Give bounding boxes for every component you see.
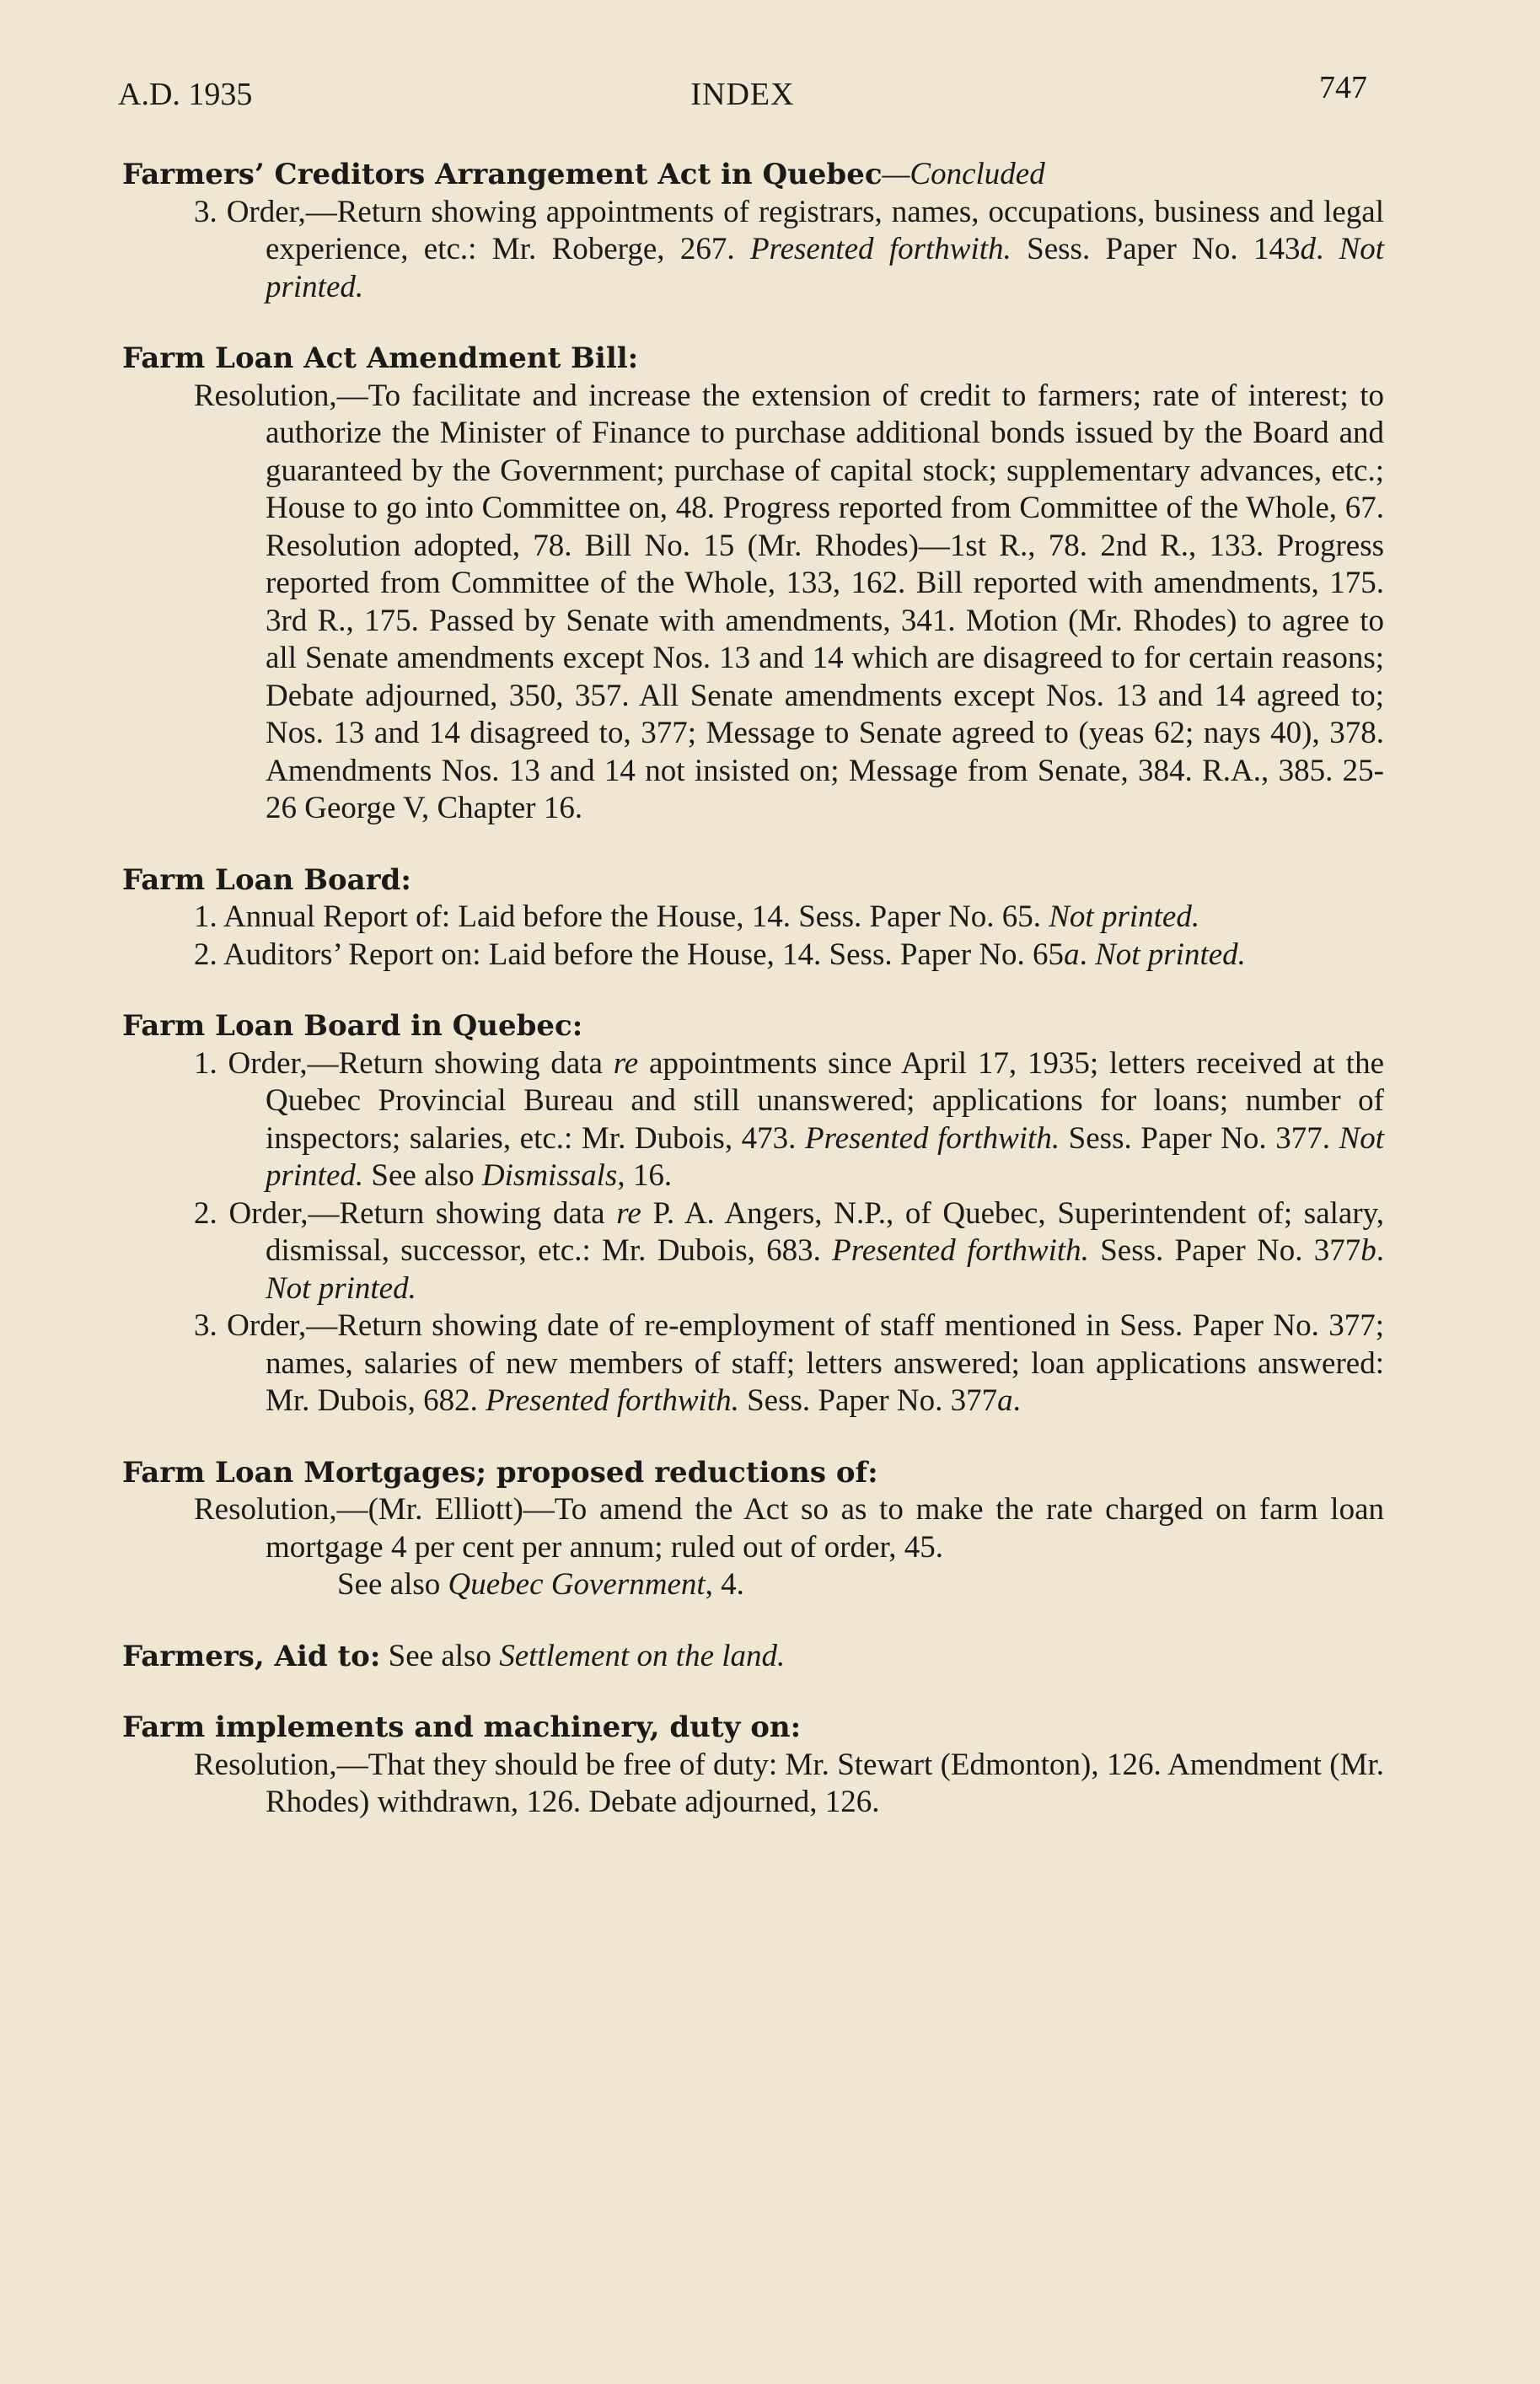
index-entry	[122, 340, 1384, 828]
running-header	[118, 69, 1367, 111]
entry-item: 1. Order,—Return showing data re appointments since April 17, 1935; letters received at the Quebec Provincial Bureau and still unanswered; applications for loans; number of inspectors; salaries, etc.: Mr. Dubois, 473. Presented forthwith. Sess. Paper No. 377. Not printed. See also Dismissals, 16.	[194, 1045, 1385, 1193]
entry-heading: Farm Loan Act Amendment Bill:	[122, 341, 639, 375]
entry-heading: Farm Loan Board:	[122, 862, 411, 897]
entry-item: 1. Annual Report of: Laid before the House, 14. Sess. Paper No. 65. Not printed.	[194, 899, 1200, 934]
see-also-reference: See also Quebec Government, 4.	[337, 1567, 744, 1602]
continued-label: —Concluded	[882, 157, 1045, 191]
entry-heading: Farm Loan Board in Quebec:	[122, 1009, 583, 1043]
header-title: INDEX	[690, 77, 795, 112]
index-entry	[122, 1638, 1384, 1676]
entry-item: Resolution,—(Mr. Elliott)—To amend the Act so as to make the rate charged on farm loan mortgage 4 per cent per annum; ruled out of order, 45.	[194, 1492, 1384, 1565]
index-entry	[122, 1709, 1384, 1822]
entry-item: Resolution,—That they should be free of duty: Mr. Stewart (Edmonton), 126. Amendment (Mr. Rhodes) withdrawn, 126. Debate adjourned, 126.	[194, 1747, 1384, 1819]
entry-heading: Farm Loan Mortgages; proposed reductions of:	[122, 1455, 878, 1490]
index-entry	[122, 156, 1384, 306]
see-also-reference: See also Settlement on the land.	[380, 1638, 786, 1673]
page-number: 747	[1319, 70, 1367, 105]
index-content	[122, 156, 1384, 1855]
index-entry	[122, 862, 1384, 975]
header-year: A.D. 1935	[118, 77, 253, 112]
entry-heading: Farmers, Aid to: See also Settlement on the land.	[122, 1638, 786, 1673]
index-entry	[122, 1007, 1384, 1420]
entry-item: Resolution,—To facilitate and increase the extension of credit to farmers; rate of interest; to authorize the Minister of Finance to purchase additional bonds issued by the Board and guaranteed by the Government; purchase of capital stock; supplementary advances, etc.; House to go into Committee on, 48. Progress reported from Committee of the Whole, 67. Resolution adopted, 78. Bill No. 15 (Mr. Rhodes)—1st R., 78. 2nd R., 133. Progress reported from Committee of the Whole, 133, 162. Bill reported with amendments, 175. 3rd R., 175. Passed by Senate with amendments, 341. Motion (Mr. Rhodes) to agree to all Senate amendments except Nos. 13 and 14 which are disagreed to for certain reasons; Debate adjourned, 350, 357. All Senate amendments except Nos. 13 and 14 agreed to; Nos. 13 and 14 disagreed to, 377; Message to Senate agreed to (yeas 62; nays 40), 378. Amendments Nos. 13 and 14 not insisted on; Message from Senate, 384. R.A., 385. 25-26 George V, Chapter 16.	[194, 378, 1384, 825]
entry-item: 2. Order,—Return showing data re P. A. Angers, N.P., of Quebec, Superintendent of; salary, dismissal, successor, etc.: Mr. Dubois, 683. Presented forthwith. Sess. Paper No. 377b. Not printed.	[194, 1195, 1385, 1306]
entry-item: 2. Auditors’ Report on: Laid before the House, 14. Sess. Paper No. 65a. Not printed.	[194, 937, 1246, 972]
index-entry	[122, 1454, 1384, 1604]
entry-item: 3. Order,—Return showing date of re-employment of staff mentioned in Sess. Paper No. 377; names, salaries of new members of staff; letters answered; loan applications answered: Mr. Dubois, 682. Presented forthwith. Sess. Paper No. 377a.	[194, 1308, 1384, 1418]
entry-item: 3. Order,—Return showing appointments of registrars, names, occupations, business and legal experience, etc.: Mr. Roberge, 267. Presented forthwith. Sess. Paper No. 143d. Not printed.	[194, 194, 1385, 304]
entry-heading: Farmers’ Creditors Arrangement Act in Quebec—Concluded	[122, 157, 1045, 191]
entry-heading: Farm implements and machinery, duty on:	[122, 1710, 802, 1744]
